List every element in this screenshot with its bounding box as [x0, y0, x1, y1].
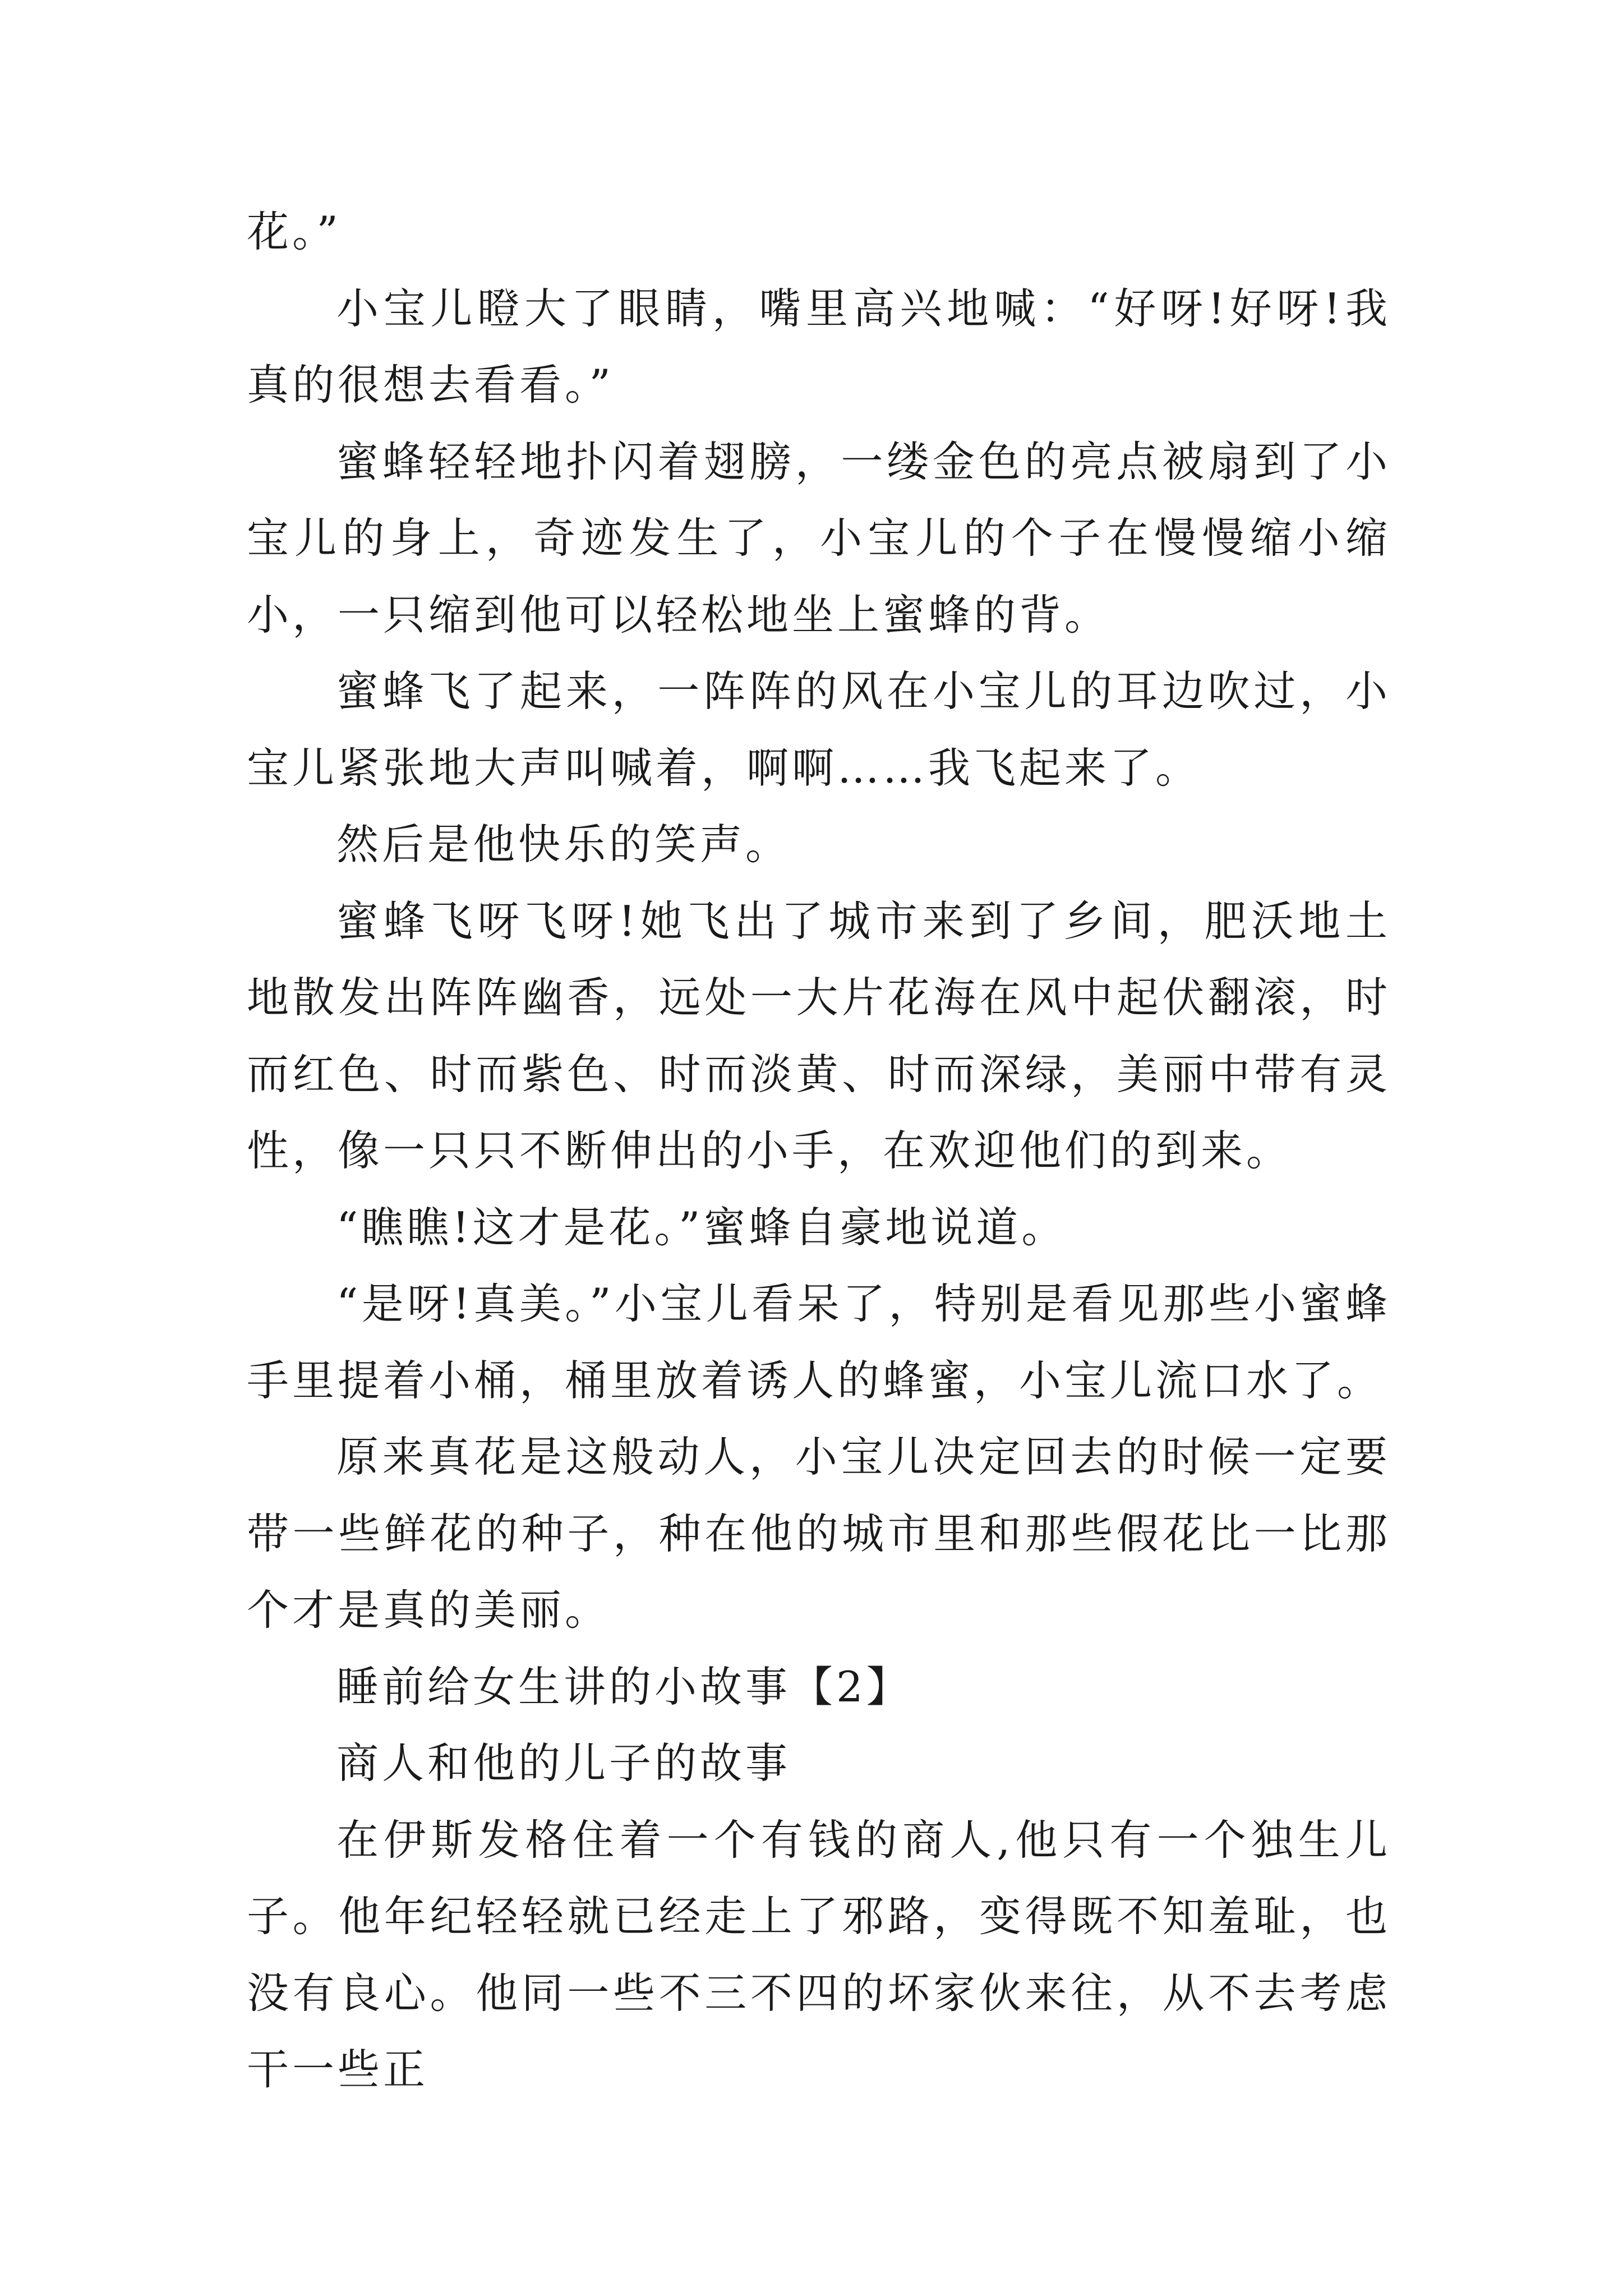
paragraph-merchant-intro: 在伊斯发格住着一个有钱的商人,他只有一个独生儿子。他年纪轻轻就已经走上了邪路，变得既不知羞耻，也没有良心。他同一些不三不四的坏家伙来往，从不去考虑干一些正 — [247, 1815, 1391, 2094]
paragraph-bee-flaps-wings: 蜜蜂轻轻地扑闪着翅膀，一缕金色的亮点被扇到了小宝儿的身上，奇迹发生了，小宝儿的个子在慢慢缩小缩小，一只缩到他可以轻松地坐上蜜蜂的背。 — [247, 436, 1391, 639]
paragraph-countryside: 蜜蜂飞呀飞呀!她飞出了城市来到了乡间，肥沃地土地散发出阵阵幽香，远处一大片花海在风中起伏翻滚，时而红色、时而紫色、时而淡黄、时而深绿，美丽中带有灵性，像一只只不断伸出的小手，在欢迎他们的到来。 — [247, 896, 1391, 1175]
paragraph-bee-proud: “瞧瞧!这才是花。”蜜蜂自豪地说道。 — [336, 1202, 1067, 1252]
paragraph-continuation: 花。” — [247, 207, 342, 256]
document-body — [247, 194, 1391, 2108]
section-heading: 睡前给女生讲的小故事【2】 — [336, 1662, 912, 1711]
paragraph-bee-flies: 蜜蜂飞了起来，一阵阵的风在小宝儿的耳边吹过，小宝儿紧张地大声叫喊着，啊啊……我飞起来了。 — [247, 666, 1391, 793]
paragraph-laughter: 然后是他快乐的笑声。 — [336, 820, 791, 869]
paragraph-so-beautiful: “是呀!真美。”小宝儿看呆了，特别是看见那些小蜜蜂手里提着小桶，桶里放着诱人的蜂蜜，小宝儿流口水了。 — [247, 1279, 1391, 1405]
paragraph-xiaobaoer-shouts: 小宝儿瞪大了眼睛，嘴里高兴地喊：“好呀!好呀!我真的很想去看看。” — [247, 283, 1391, 409]
story-title: 商人和他的儿子的故事 — [336, 1738, 791, 1788]
paragraph-real-flowers: 原来真花是这般动人，小宝儿决定回去的时候一定要带一些鲜花的种子，种在他的城市里和那些假花比一比那个才是真的美丽。 — [247, 1432, 1391, 1635]
